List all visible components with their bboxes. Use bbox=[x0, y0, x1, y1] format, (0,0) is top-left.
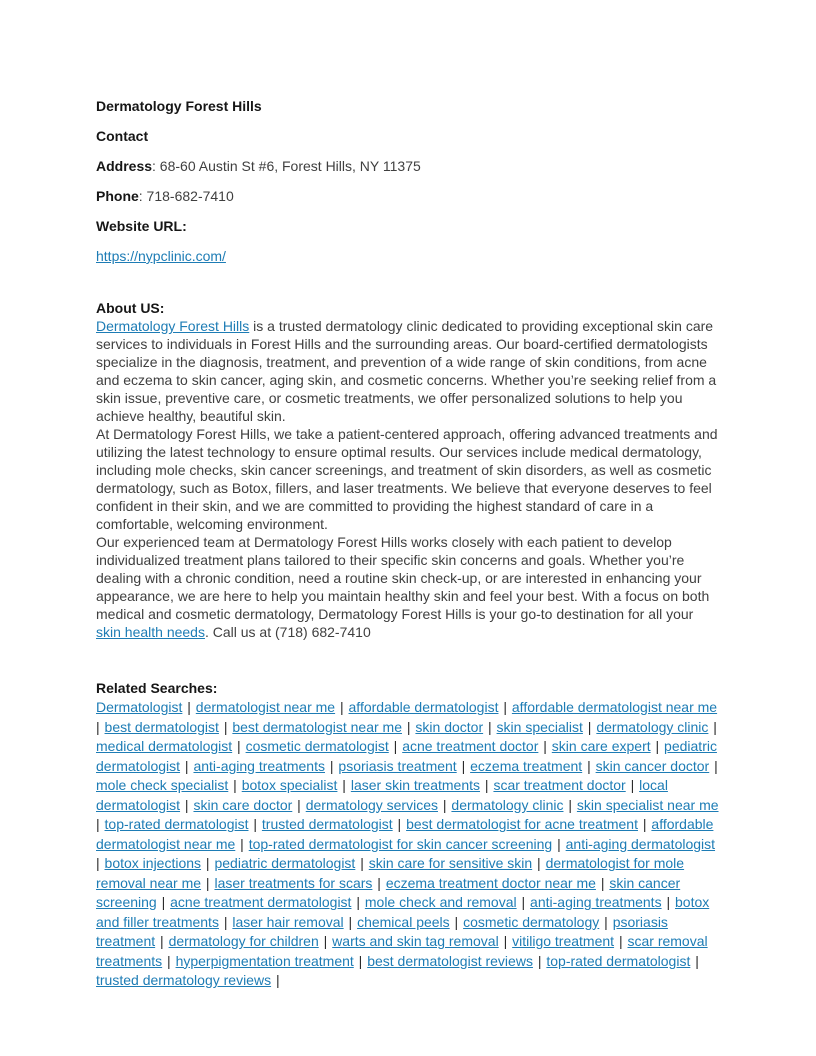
pipe-separator: | bbox=[96, 718, 104, 735]
doc-title: Dermatology Forest Hills bbox=[96, 98, 262, 114]
related-search-link[interactable]: eczema treatment bbox=[470, 757, 583, 774]
address-value: : 68-60 Austin St #6, Forest Hills, NY 11375 bbox=[152, 158, 421, 174]
related-search-link[interactable]: mole check specialist bbox=[96, 777, 229, 793]
related-search-links bbox=[96, 698, 720, 991]
related-search-link[interactable]: skin care for sensitive skin bbox=[368, 855, 533, 871]
related-search-link[interactable]: skin care expert bbox=[551, 738, 651, 754]
pipe-separator: | bbox=[439, 796, 451, 813]
related-search-link[interactable]: hyperpigmentation treatment bbox=[175, 952, 354, 969]
pipe-separator: | bbox=[354, 952, 367, 969]
address-line bbox=[96, 157, 720, 175]
pipe-separator: | bbox=[583, 757, 595, 774]
related-search-link[interactable]: affordable dermatologist near me bbox=[96, 816, 714, 852]
related-search-link[interactable]: dermatologist for mole removal near me bbox=[96, 855, 685, 891]
related-search-link[interactable]: warts and skin tag removal bbox=[332, 933, 499, 949]
contact-heading: Contact bbox=[96, 128, 149, 144]
related-search-link[interactable]: psoriasis treatment bbox=[338, 757, 457, 774]
pipe-separator: | bbox=[156, 933, 168, 949]
pipe-separator: | bbox=[564, 796, 576, 813]
about-paragraph-2: At Dermatology Forest Hills, we take a patient-centered approach, offering advanced treatments and utilizing the latest technology to ensure optimal results. Our services include medical dermatology, including mole checks, skin cancer screenings, and treatment of skin disorders, as well as cosmetic dermatology, such as Botox, fillers, and laser treatments. We believe that everyone deserves to feel confident in their skin, and we are committed to providing the highest standard of care in a comfortable, welcoming environment. bbox=[96, 426, 718, 532]
about-paragraph-3 bbox=[96, 533, 720, 641]
pipe-separator: | bbox=[96, 855, 104, 871]
pipe-separator: | bbox=[336, 699, 348, 715]
pipe-separator: | bbox=[710, 757, 718, 774]
pipe-separator: | bbox=[403, 718, 415, 735]
related-search-link[interactable]: top-rated dermatologist for skin cancer screening bbox=[248, 835, 553, 852]
related-search-link[interactable]: Dermatologist bbox=[96, 699, 183, 715]
related-search-link[interactable]: best dermatologist bbox=[104, 718, 219, 735]
pipe-separator: | bbox=[157, 894, 170, 910]
related-search-link[interactable]: dermatology clinic bbox=[596, 718, 709, 735]
related-search-link[interactable]: best dermatologist near me bbox=[232, 718, 402, 735]
related-search-link[interactable]: skin specialist near me bbox=[576, 796, 719, 813]
related-search-link[interactable]: mole check and removal bbox=[364, 894, 517, 910]
website-line bbox=[96, 247, 720, 265]
related-search-link[interactable]: laser hair removal bbox=[232, 913, 344, 930]
related-search-link[interactable]: affordable dermatologist near me bbox=[511, 699, 718, 715]
related-search-link[interactable]: botox injections bbox=[104, 855, 202, 871]
pipe-separator: | bbox=[219, 913, 232, 930]
related-search-link[interactable]: botox and filler treatments bbox=[96, 894, 710, 930]
about-paragraph-3-end: . Call us at (718) 682-7410 bbox=[204, 624, 371, 640]
pipe-separator: | bbox=[319, 933, 332, 949]
related-search-link[interactable]: anti-aging treatments bbox=[193, 757, 325, 774]
related-search-link[interactable]: trusted dermatologist bbox=[261, 816, 393, 832]
related-search-link[interactable]: psoriasis treatment bbox=[96, 913, 668, 949]
related-search-link[interactable]: best dermatologist reviews bbox=[367, 952, 533, 969]
related-search-link[interactable]: trusted dermatology reviews bbox=[96, 972, 272, 988]
related-search-link[interactable]: botox specialist bbox=[241, 777, 338, 793]
pipe-separator: | bbox=[450, 913, 463, 930]
related-search-link[interactable]: local dermatologist bbox=[96, 777, 668, 813]
pipe-separator: | bbox=[233, 738, 245, 754]
pipe-separator: | bbox=[344, 913, 357, 930]
phone-label: Phone bbox=[96, 188, 139, 204]
related-search-link[interactable]: cosmetic dermatology bbox=[463, 913, 600, 930]
pipe-separator: | bbox=[533, 952, 546, 969]
pipe-separator: | bbox=[691, 952, 699, 969]
related-search-link[interactable]: medical dermatologist bbox=[96, 738, 233, 754]
pipe-separator: | bbox=[338, 777, 350, 793]
pipe-separator: | bbox=[615, 933, 627, 949]
related-search-link[interactable]: vitiligo treatment bbox=[512, 933, 615, 949]
related-search-link[interactable]: skin cancer doctor bbox=[595, 757, 710, 774]
related-search-link[interactable]: skin doctor bbox=[415, 718, 484, 735]
related-search-link[interactable]: skin care doctor bbox=[193, 796, 293, 813]
pipe-separator: | bbox=[272, 972, 280, 988]
pipe-separator: | bbox=[533, 855, 545, 871]
pipe-separator: | bbox=[596, 874, 609, 891]
pipe-separator: | bbox=[600, 913, 612, 930]
pipe-separator: | bbox=[626, 777, 639, 793]
related-search-link[interactable]: anti-aging treatments bbox=[530, 894, 662, 910]
pipe-separator: | bbox=[484, 718, 496, 735]
related-search-link[interactable]: best dermatologist for acne treatment bbox=[406, 816, 638, 832]
about-paragraph-3-text: Our experienced team at Dermatology Forest Hills works closely with each patient to develop individualized treatment plans tailored to their specific skin concerns and goals. Whether you’re dealing with a chronic condition, need a routine skin check-up, or are interested in enhancing your appearance, we are here to help you maintain healthy skin and feel your best. With a focus on both medical and cosmetic dermatology, Dermatology Forest Hills is your go-to destination for all your bbox=[96, 534, 710, 622]
related-search-link[interactable]: top-rated dermatologist bbox=[104, 816, 249, 832]
skin-health-needs-link[interactable]: skin health needs bbox=[96, 624, 205, 640]
pipe-separator: | bbox=[352, 894, 364, 910]
pipe-separator: | bbox=[202, 874, 214, 891]
pipe-separator: | bbox=[236, 835, 248, 852]
pipe-separator: | bbox=[389, 738, 402, 754]
related-search-link[interactable]: affordable dermatologist bbox=[348, 699, 499, 715]
related-search-link[interactable]: scar removal treatments bbox=[96, 933, 708, 969]
pipe-separator: | bbox=[481, 777, 493, 793]
pipe-separator: | bbox=[229, 777, 241, 793]
related-search-link[interactable]: dermatology clinic bbox=[451, 796, 564, 813]
pipe-separator: | bbox=[96, 816, 104, 832]
website-heading: Website URL: bbox=[96, 218, 187, 234]
address-label: Address bbox=[96, 158, 153, 174]
clinic-name-link[interactable]: Dermatology Forest Hills bbox=[96, 318, 250, 334]
related-search-link[interactable]: acne treatment dermatologist bbox=[170, 894, 352, 910]
related-searches-heading: Related Searches: bbox=[96, 680, 218, 696]
pipe-separator: | bbox=[457, 757, 470, 774]
pipe-separator: | bbox=[293, 796, 305, 813]
pipe-separator: | bbox=[326, 757, 338, 774]
pipe-separator: | bbox=[539, 738, 551, 754]
related-search-link[interactable]: top-rated dermatologist bbox=[546, 952, 691, 969]
related-searches-section bbox=[96, 679, 720, 991]
pipe-separator: | bbox=[356, 855, 368, 871]
related-search-link[interactable]: laser skin treatments bbox=[350, 777, 481, 793]
pipe-separator: | bbox=[499, 699, 511, 715]
about-section bbox=[96, 299, 720, 641]
pipe-separator: | bbox=[651, 738, 664, 754]
pipe-separator: | bbox=[709, 718, 717, 735]
related-search-link[interactable]: dermatology services bbox=[305, 796, 438, 813]
about-paragraph-1 bbox=[96, 317, 720, 425]
pipe-separator: | bbox=[202, 855, 214, 871]
pipe-separator: | bbox=[499, 933, 512, 949]
related-search-link[interactable]: acne treatment doctor bbox=[402, 738, 539, 754]
website-link[interactable]: https://nypclinic.com/ bbox=[96, 248, 226, 264]
pipe-separator: | bbox=[249, 816, 261, 832]
related-search-link[interactable]: scar treatment doctor bbox=[493, 777, 626, 793]
related-search-link[interactable]: chemical peels bbox=[357, 913, 450, 930]
related-search-link[interactable]: dermatologist near me bbox=[195, 699, 336, 715]
pipe-separator: | bbox=[219, 718, 232, 735]
about-paragraph-1-text: is a trusted dermatology clinic dedicated to providing exceptional skin care services to individuals in Forest Hills and the surrounding areas. Our board-certified dermatologists specialize in the diagnosis, treatment, and prevention of a wide range of skin conditions, from acne and eczema to skin cancer, aging skin, and cosmetic concerns. Whether you’re seeking relief from a skin issue, preventive care, or cosmetic treatments, we offer personalized solutions to help you achieve healthy, beautiful skin. bbox=[96, 318, 717, 424]
phone-line bbox=[96, 187, 720, 205]
pipe-separator: | bbox=[163, 952, 175, 969]
pipe-separator: | bbox=[553, 835, 565, 852]
related-search-link[interactable]: laser treatments for scars bbox=[214, 874, 373, 891]
pipe-separator: | bbox=[393, 816, 406, 832]
pipe-separator: | bbox=[517, 894, 530, 910]
related-search-link[interactable]: pediatric dermatologist bbox=[96, 738, 717, 774]
related-search-link[interactable]: skin cancer screening bbox=[96, 874, 681, 910]
related-search-link[interactable]: pediatric dermatologist bbox=[214, 855, 356, 871]
pipe-separator: | bbox=[181, 757, 193, 774]
pipe-separator: | bbox=[638, 816, 651, 832]
related-search-link[interactable]: cosmetic dermatologist bbox=[245, 738, 389, 754]
related-search-link[interactable]: dermatology for children bbox=[168, 933, 319, 949]
pipe-separator: | bbox=[181, 796, 193, 813]
about-heading: About US: bbox=[96, 300, 165, 316]
pipe-separator: | bbox=[583, 718, 596, 735]
related-search-link[interactable]: eczema treatment doctor near me bbox=[385, 874, 596, 891]
related-search-link[interactable]: anti-aging dermatologist bbox=[565, 835, 716, 852]
related-search-link[interactable]: skin specialist bbox=[496, 718, 583, 735]
phone-value: : 718-682-7410 bbox=[138, 188, 234, 204]
pipe-separator: | bbox=[662, 894, 674, 910]
pipe-separator: | bbox=[373, 874, 385, 891]
pipe-separator: | bbox=[183, 699, 195, 715]
